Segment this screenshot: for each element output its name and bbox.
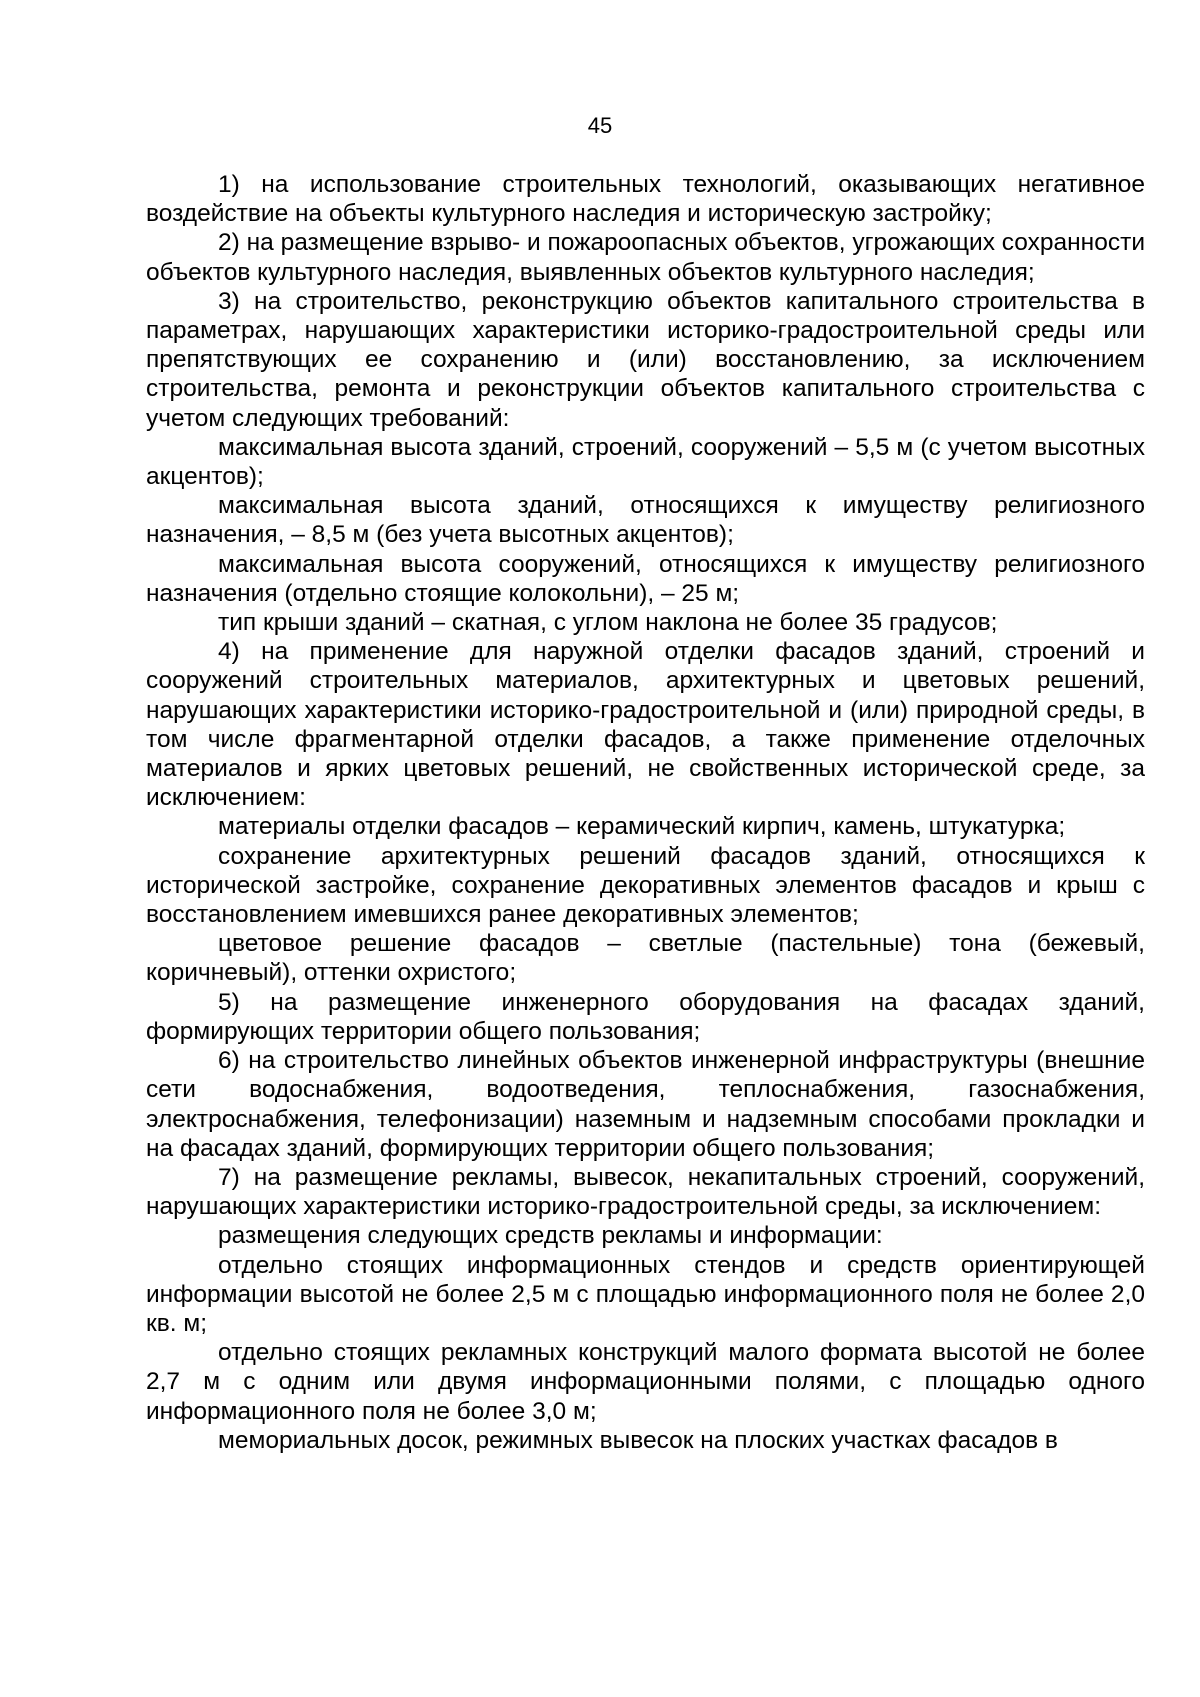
paragraph: материалы отделки фасадов – керамический кирпич, камень, штукатурка; [218,813,1066,841]
paragraph: отдельно стоящих информационных стендов и средств ориентирующей информации высотой не более 2,5 м с площадью информационного поля не более 2,0 кв. м; [146,1251,1145,1337]
document-body [146,170,1145,1455]
paragraph: тип крыши зданий – скатная, с углом наклона не более 35 градусов; [218,609,998,637]
paragraph: отдельно стоящих рекламных конструкций малого формата высотой не более 2,7 м с одним или двумя информационными полями, с площадью одного информационного поля не более 3,0 м; [146,1339,1145,1425]
paragraph: 3) на строительство, реконструкцию объектов капитального строительства в параметрах, нарушающих характеристики историко-градостроительной среды или препятствующих ее сохранению и (или) восстановлению, за исключением строительства, ремонта и реконструкции объектов капитального строительства с учетом следующих требований: [146,287,1145,432]
paragraph: максимальная высота зданий, строений, сооружений – 5,5 м (с учетом высотных акцентов); [146,433,1145,491]
paragraph: 6) на строительство линейных объектов инженерной инфраструктуры (внешние сети водоснабжения, водоотведения, теплоснабжения, газоснабжения, электроснабжения, телефонизации) наземным и надземным способами прокладки и на фасадах зданий, формирующих территории общего пользования; [146,1047,1145,1162]
paragraph: 1) на использование строительных технологий, оказывающих негативное воздействие на объекты культурного наследия и историческую застройку; [146,171,1145,228]
paragraph: сохранение архитектурных решений фасадов зданий, относящихся к исторической застройке, сохранение декоративных элементов фасадов и крыш с восстановлением имевшихся ранее декоративных элементов; [146,842,1145,929]
paragraph: 5) на размещение инженерного оборудования на фасадах зданий, формирующих территории общего пользования; [146,988,1145,1045]
paragraph: цветовое решение фасадов – светлые (пастельные) тона (бежевый, коричневый), оттенки охристого; [146,930,1145,987]
paragraph: 2) на размещение взрыво- и пожароопасных объектов, угрожающих сохранности объектов культурного наследия, выявленных объектов культурного наследия; [146,229,1145,286]
paragraph: 7) на размещение рекламы, вывесок, некапитальных строений, сооружений, нарушающих характеристики историко-градостроительной среды, за исключением: [146,1163,1145,1221]
paragraph: 4) на применение для наружной отделки фасадов зданий, строений и сооружений строительных материалов, архитектурных и цветовых решений, нарушающих характеристики историко-градостроительной и (или) природной среды, в том числе фрагментарной отделки фасадов, а также применение отделочных материалов и ярких цветовых решений, не свойственных исторической среде, за исключением: [146,638,1145,812]
paragraph: размещения следующих средств рекламы и информации: [218,1222,883,1250]
paragraph: максимальная высота зданий, относящихся к имуществу религиозного назначения, – 8,5 м (без учета высотных акцентов); [146,492,1145,549]
paragraph: мемориальных досок, режимных вывесок на плоских участках фасадов в [218,1426,1058,1454]
page-number: 45 [587,113,613,138]
paragraph: максимальная высота сооружений, относящихся к имуществу религиозного назначения (отдельно стоящие колокольни), – 25 м; [146,550,1145,607]
